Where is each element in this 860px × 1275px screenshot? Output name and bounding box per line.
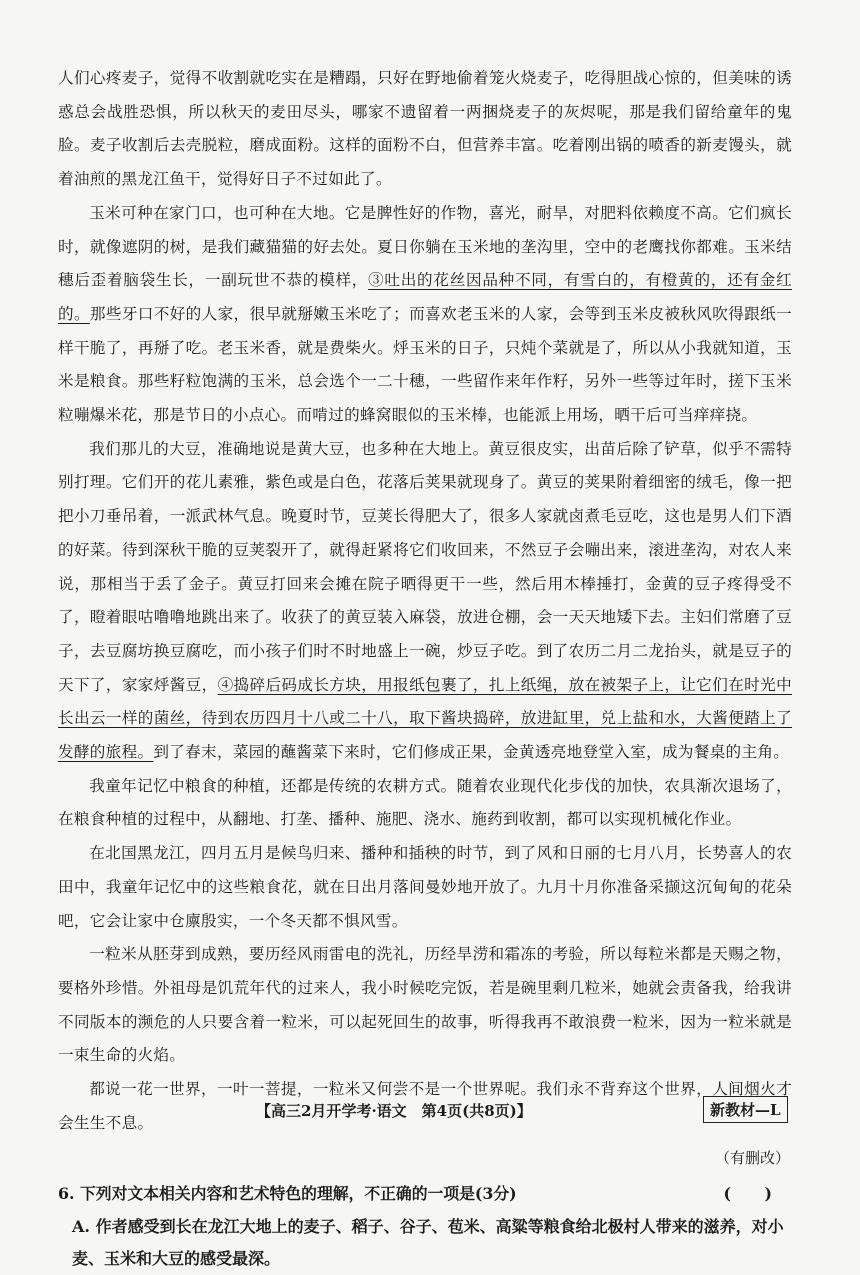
page-footer bbox=[0, 1096, 860, 1126]
source-note: （有删改） bbox=[714, 1148, 790, 1167]
paragraph bbox=[58, 938, 792, 1073]
option-label: A. bbox=[72, 1216, 90, 1236]
text-segment: 到了春末，菜园的蘸酱菜下来时，它们修成正果，金黄透亮地登堂入室，成为餐桌的主角。 bbox=[153, 743, 790, 762]
text-segment: 我们那儿的大豆，准确地说是黄大豆，也多种在大地上。黄豆很皮实，出苗后除了铲草，似乎不需特别打理。它们开的花儿素雅，紫色或是白色，花落后荚果就现身了。黄豆的荚果附着细密的绒毛，像一把把小刀垂吊着，一派武林气息。晚夏时节，豆荚长得肥大了，很多人家就卤煮毛豆吃，这也是男人们下酒的好菜。待到深秋干脆的豆荚裂开了，就得赶紧将它们收回来，不然豆子会嘣出来，滚进垄沟，对农人来说，那相当于丢了金子。黄豆打回来会摊在院子晒得更干一些，然后用木棒捶打，金黄的豆子疼得受不了，瞪着眼咕噜噜地跳出来了。收获了的黄豆装入麻袋，放进仓棚，会一天天地矮下去。主妇们常磨了豆子，去豆腐坊换豆腐吃，而小孩子们时不时地盛上一碗，炒豆子吃。到了农历二月二龙抬头，就是豆子的天下了，家家烀酱豆， bbox=[58, 439, 792, 694]
paragraph bbox=[58, 770, 792, 837]
text-segment: 玉米可种在家门口，也可种在大地。它是脾性好的作物，喜光，耐旱，对肥料依赖度不高。它们疯长时，就像遮阴的树，是我们藏猫猫的好去处。夏日你躺在玉米地的垄沟里，空中的老鹰找你都难。玉米结穗后歪着脑袋生长，一副玩世不恭的模样， bbox=[58, 203, 792, 290]
text-segment: 在北国黑龙江，四月五月是候鸟归来、播种和插秧的时节，到了风和日丽的七月八月，长势喜人的农田中，我童年记忆中的这些粮食花，就在日出月落间曼妙地开放了。九月十月你准备采撷这沉甸甸的花朵吧，它会让家中仓廪殷实，一个冬天都不惧风雪。 bbox=[58, 844, 792, 930]
paragraph bbox=[58, 837, 792, 938]
question-6 bbox=[58, 1177, 792, 1211]
paragraph bbox=[58, 197, 792, 433]
text-segment: 人们心疼麦子，觉得不收割就吃实在是糟蹋，只好在野地偷着笼火烧麦子，吃得胆战心惊的，但美味的诱惑总会战胜恐惧，所以秋天的麦田尽头，哪家不遗留着一两捆烧麦子的灰烬呢，那是我们留给童年的鬼脸。麦子收割后去壳脱粒，磨成面粉。这样的面粉不白，但营养丰富。吃着刚出锅的喷香的新麦馒头，就着油煎的黑龙江鱼干，觉得好日子不过如此了。 bbox=[58, 69, 792, 189]
paragraph bbox=[58, 433, 792, 770]
paragraph bbox=[58, 62, 792, 197]
text-segment: 一粒米从胚芽到成熟，要历经风雨雷电的洗礼，历经旱涝和霜冻的考验，所以每粒米都是天赐之物，要格外珍惜。外祖母是饥荒年代的过来人，我小时候吃完饭，若是碗里剩几粒米，她就会责备我，给我讲不同版本的濒危的人只要含着一粒米，可以起死回生的故事，听得我再不敢浪费一粒米，因为一粒米就是一束生命的火焰。 bbox=[58, 945, 792, 1065]
text-segment: 都说一花一世界，一叶一菩提，一粒米又何尝不是一个世界呢。我们永不背弃这个世界，人间烟火才会生生不息。 bbox=[58, 1080, 792, 1132]
footer-page-info: 【高三2月开学考·语文 第4页(共8页)】 bbox=[256, 1102, 532, 1120]
text-segment: 我童年记忆中粮食的种植，还都是传统的农耕方式。随着农业现代化步伐的加快，农具渐次退场了，在粮食种植的过程中，从翻地、打垄、播种、施肥、浇水、施药到收割，都可以实现机械化作业。 bbox=[58, 776, 792, 829]
edition-badge: 新教材—L bbox=[703, 1096, 788, 1123]
underlined-sentence-4: ④捣碎后码成长方块，用报纸包裹了，扎上纸绳，放在被架子上，让它们在时光中长出云一样的菌丝，待到农历四月十八或二十八，取下酱块捣碎，放进缸里，兑上盐和水，大酱便踏上了发酵的旅程。 bbox=[58, 675, 792, 762]
question-stem: 6. 下列对文本相关内容和艺术特色的理解，不正确的一项是(3分) bbox=[58, 1183, 517, 1203]
option-a[interactable] bbox=[72, 1211, 792, 1275]
reading-passage bbox=[58, 62, 792, 1275]
option-text: 作者感受到长在龙江大地上的麦子、稻子、谷子、苞米、高粱等粮食给北极村人带来的滋养，对小麦、玉米和大豆的感受最深。 bbox=[72, 1216, 784, 1268]
answer-blank[interactable]: ( ) bbox=[723, 1183, 786, 1203]
underlined-sentence-3: ③吐出的花丝因品种不同，有雪白的，有橙黄的，还有金红的。 bbox=[58, 271, 792, 323]
text-segment: 那些牙口不好的人家，很早就掰嫩玉米吃了；而喜欢老玉米的人家，会等到玉米皮被秋风吹得跟纸一样干脆了，再掰了吃。老玉米香，就是费柴火。烀玉米的日子，只炖个菜就是了，所以从小我就知道，玉米是粮食。那些籽粒饱满的玉米，总会选个一二十穗，一些留作来年作籽，另外一些等过年时，搓下玉米粒嘣爆米花，那是节日的小点心。而啃过的蜂窝眼似的玉米棒，也能派上用场，晒干后可当痒痒挠。 bbox=[58, 304, 792, 425]
